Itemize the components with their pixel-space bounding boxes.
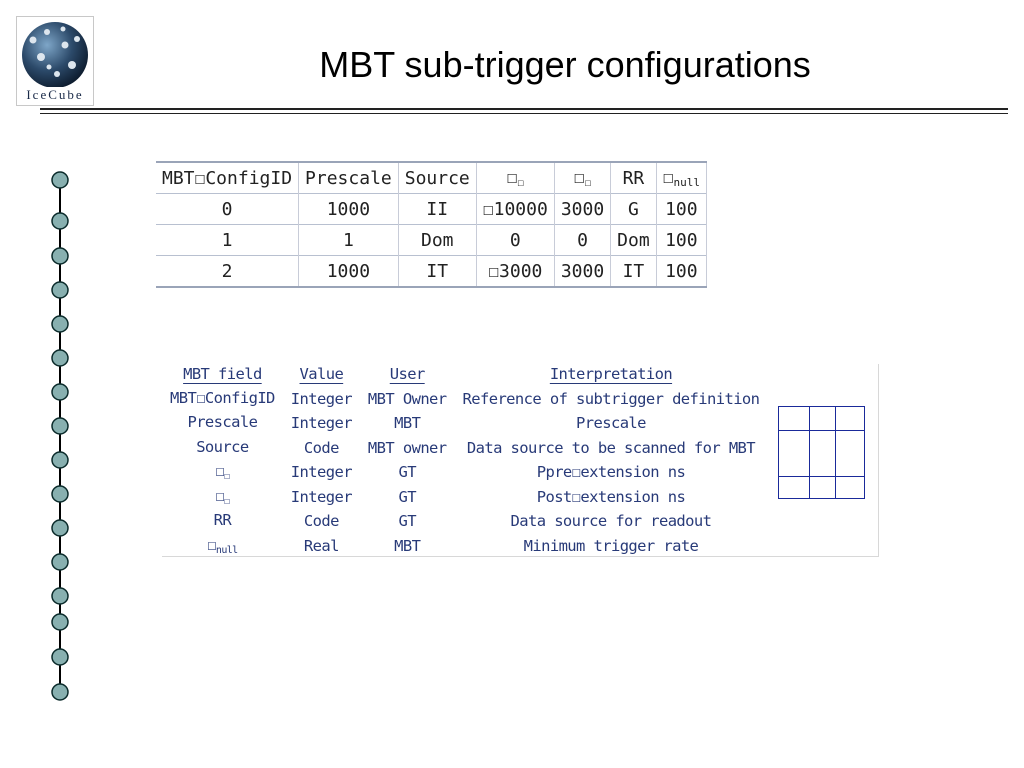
globe-icon: [17, 17, 93, 87]
table-cell: MBT owner: [367, 438, 447, 457]
table-cell: 2: [156, 256, 299, 288]
table-cell: 100: [656, 225, 706, 256]
table-row: [162, 436, 767, 461]
table-header-cell: $☐_☐$: [476, 162, 554, 194]
table-row: [162, 387, 767, 412]
logo-text: IceCube: [26, 87, 84, 102]
table-cell: 1: [156, 225, 299, 256]
table-cell: GT: [398, 512, 416, 531]
table-cell: Code: [303, 512, 339, 531]
table-cell: Integer: [290, 389, 352, 408]
title-rule: [40, 108, 1008, 110]
table-row: [156, 256, 707, 288]
table-cell: 1000: [299, 256, 399, 288]
table-header-cell: Interpretation: [549, 365, 673, 384]
table-cell: Minimum trigger rate: [523, 536, 699, 555]
table-cell: 1: [299, 225, 399, 256]
table-cell: ☐10000: [476, 194, 554, 225]
table-row: [162, 509, 767, 534]
config-table: [156, 161, 707, 288]
table-cell: MBT☐ConfigID: [170, 388, 275, 407]
table-cell: 0: [476, 225, 554, 256]
table-cell: 3000: [554, 256, 610, 288]
table-row: [162, 534, 767, 559]
table-header-cell: MBT☐ConfigID: [156, 162, 299, 194]
table-cell: IT: [611, 256, 657, 288]
table-cell: G: [611, 194, 657, 225]
table-cell: Integer: [290, 463, 352, 482]
table-cell: IT: [398, 256, 476, 288]
field-table: [162, 362, 767, 558]
dom-string-decoration: [0, 160, 120, 720]
table-cell: MBT: [394, 414, 421, 433]
table-cell: II: [398, 194, 476, 225]
table-cell: GT: [398, 463, 416, 482]
table-row: [162, 485, 767, 510]
table-cell: 100: [656, 194, 706, 225]
table-cell: Data source to be scanned for MBT: [466, 438, 756, 457]
table-cell: GT: [398, 487, 416, 506]
table-cell: 100: [656, 256, 706, 288]
table-cell: Prescale: [576, 414, 646, 433]
table-cell: Integer: [290, 487, 352, 506]
table-row: [162, 411, 767, 436]
slide-title: MBT sub-trigger configurations: [319, 44, 811, 85]
table-row: [156, 225, 707, 256]
table-header-cell: $☐_☐$: [554, 162, 610, 194]
table-cell: ☐3000: [476, 256, 554, 288]
table-header-cell: $☐_{null}$: [656, 162, 706, 194]
table-cell: Reference of subtrigger definition: [462, 389, 760, 408]
table-header-row: [162, 362, 767, 387]
table-row: [156, 194, 707, 225]
table-cell: Data source for readout: [510, 512, 712, 531]
title-rule-thin: [40, 113, 1008, 114]
table-header-cell: Prescale: [299, 162, 399, 194]
table-cell: Dom: [611, 225, 657, 256]
table-cell: $☐_☐$: [215, 462, 230, 483]
table-cell: Real: [303, 536, 339, 555]
icecube-logo: [16, 16, 94, 106]
table-header-row: [156, 162, 707, 194]
table-cell: Code: [303, 438, 339, 457]
table-header-cell: User: [389, 365, 425, 384]
table-cell: $☐_{null}$: [207, 535, 238, 556]
table-cell: 3000: [554, 194, 610, 225]
table-row: [162, 460, 767, 485]
table-header-cell: RR: [611, 162, 657, 194]
table-cell: RR: [213, 511, 232, 530]
table-header-cell: MBT field: [183, 365, 262, 384]
table-cell: 0: [554, 225, 610, 256]
table-header-cell: Source: [398, 162, 476, 194]
table-cell: Ppre☐extension ns: [536, 463, 686, 482]
overlay-grid: [778, 406, 865, 499]
table-cell: Post☐extension ns: [536, 487, 686, 506]
table-cell: Prescale: [187, 413, 258, 432]
table-cell: MBT: [394, 536, 421, 555]
table-cell: 1000: [299, 194, 399, 225]
table-cell: MBT Owner: [367, 389, 447, 408]
table-cell: Dom: [398, 225, 476, 256]
table-cell: Source: [196, 437, 249, 456]
table-cell: Integer: [290, 414, 352, 433]
table-cell: 0: [156, 194, 299, 225]
table-header-cell: Value: [299, 365, 344, 384]
table-cell: $☐_☐$: [215, 486, 230, 507]
